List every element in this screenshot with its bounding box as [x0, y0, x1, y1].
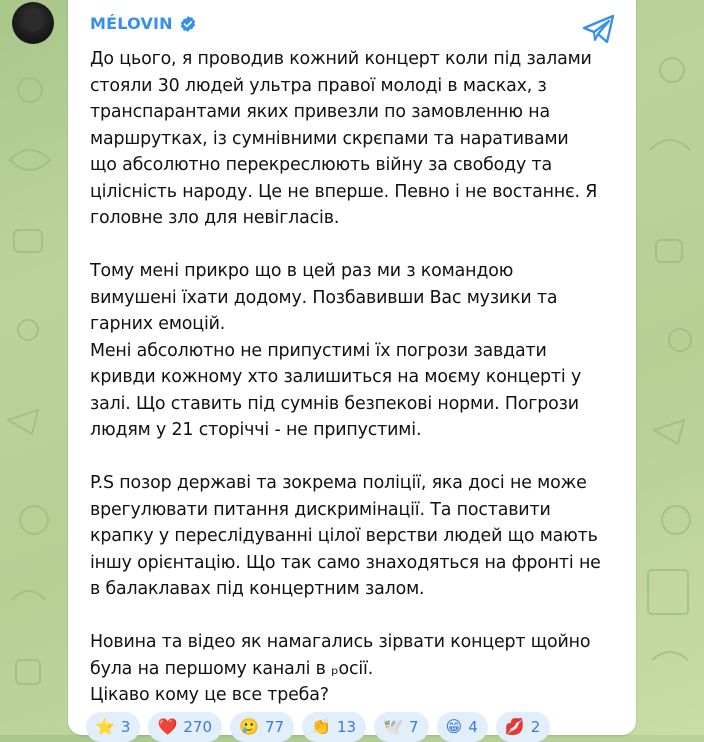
message-line: Тому мені прикро що в цей раз ми з командою — [90, 261, 514, 281]
message-line: Мені абсолютно не припустимі їх погрози завдати — [90, 340, 547, 361]
message-line: цілісність народу. Це не вперше. Певно і не востаннє. Я — [90, 181, 598, 202]
message-line: Новина та відео як намагались зірвати концерт щойно — [90, 632, 591, 652]
message-line: головне зло для невігласів. — [90, 208, 340, 228]
reaction-star[interactable] — [86, 712, 140, 742]
message-line: в балаклавах під концертним залом. — [90, 579, 425, 599]
avatar-silhouette — [25, 8, 41, 32]
reaction-kiss[interactable] — [496, 712, 550, 742]
grinning-face-icon: 😁 — [445, 717, 463, 736]
message-bubble — [68, 0, 636, 735]
reaction-count: 270 — [183, 718, 213, 736]
reaction-count: 2 — [530, 718, 541, 736]
message-line: кривди кожному хто залишиться на моєму концерті у — [90, 367, 582, 387]
reaction-count: 13 — [336, 718, 357, 736]
reaction-count: 4 — [468, 718, 478, 736]
message-line: врегулювати питання дискримінації. Та поставити — [90, 499, 551, 520]
kiss-mark-icon: 💋 — [504, 717, 525, 736]
reactions-bar — [86, 712, 550, 742]
star-icon: ⭐ — [95, 717, 115, 736]
heart-icon: ❤️ — [157, 717, 178, 736]
message-line — [90, 232, 630, 259]
message-line — [90, 444, 630, 471]
channel-avatar[interactable] — [12, 2, 54, 44]
verified-badge-icon — [179, 15, 197, 33]
smiling-tear-icon: 🥲 — [239, 717, 259, 736]
message-line: P.S позор державі та зокрема поліції, яка досі не може — [90, 473, 587, 493]
message-text — [90, 46, 630, 709]
message-line: іншу орієнтацію. Що так само знаходяться на фронті не — [90, 552, 601, 573]
message-line: крапку у переслідуванні цілої верстви людей що мають — [90, 526, 598, 546]
share-icon[interactable] — [582, 14, 616, 44]
reaction-count: 77 — [264, 718, 285, 736]
message-line: що абсолютно перекреслюють війну за свободу та — [90, 155, 553, 175]
message-line: стояли 30 людей ультра правої молоді в масках, з — [90, 75, 547, 96]
reaction-heart[interactable] — [148, 712, 222, 742]
reaction-count: 3 — [120, 718, 131, 736]
message-line: вимушені їхати додому. Позбавивши Вас музики та — [90, 287, 558, 308]
message-line: маршрутках, із сумнівними скрєпами та наративами — [90, 128, 569, 149]
message-header — [90, 14, 197, 33]
reaction-grin[interactable] — [437, 712, 488, 742]
dove-icon: 🕊️ — [383, 717, 403, 736]
message-line: гарних емоцій. — [90, 314, 226, 334]
reaction-count: 7 — [408, 718, 419, 736]
message-line: транспарантами яких привезли по замовленню на — [90, 102, 550, 122]
message-line: була на першому каналі в ₚосії. — [90, 658, 374, 679]
message-line: залі. Що ставить під сумнів безпекові норми. Погрози — [90, 393, 579, 414]
reaction-dove[interactable] — [374, 712, 428, 742]
reaction-clap[interactable] — [302, 712, 366, 742]
message-line: Цікаво кому це все треба? — [90, 685, 329, 705]
message-line: людям у 21 сторіччі - не припустимі. — [90, 420, 422, 440]
message-line — [90, 603, 630, 630]
reaction-tear-smile[interactable] — [230, 712, 294, 742]
clapping-hands-icon: 👏 — [311, 717, 331, 736]
channel-name[interactable]: MÉLOVIN — [90, 14, 173, 33]
message-line: До цього, я проводив кожний концерт коли під залами — [90, 49, 592, 69]
